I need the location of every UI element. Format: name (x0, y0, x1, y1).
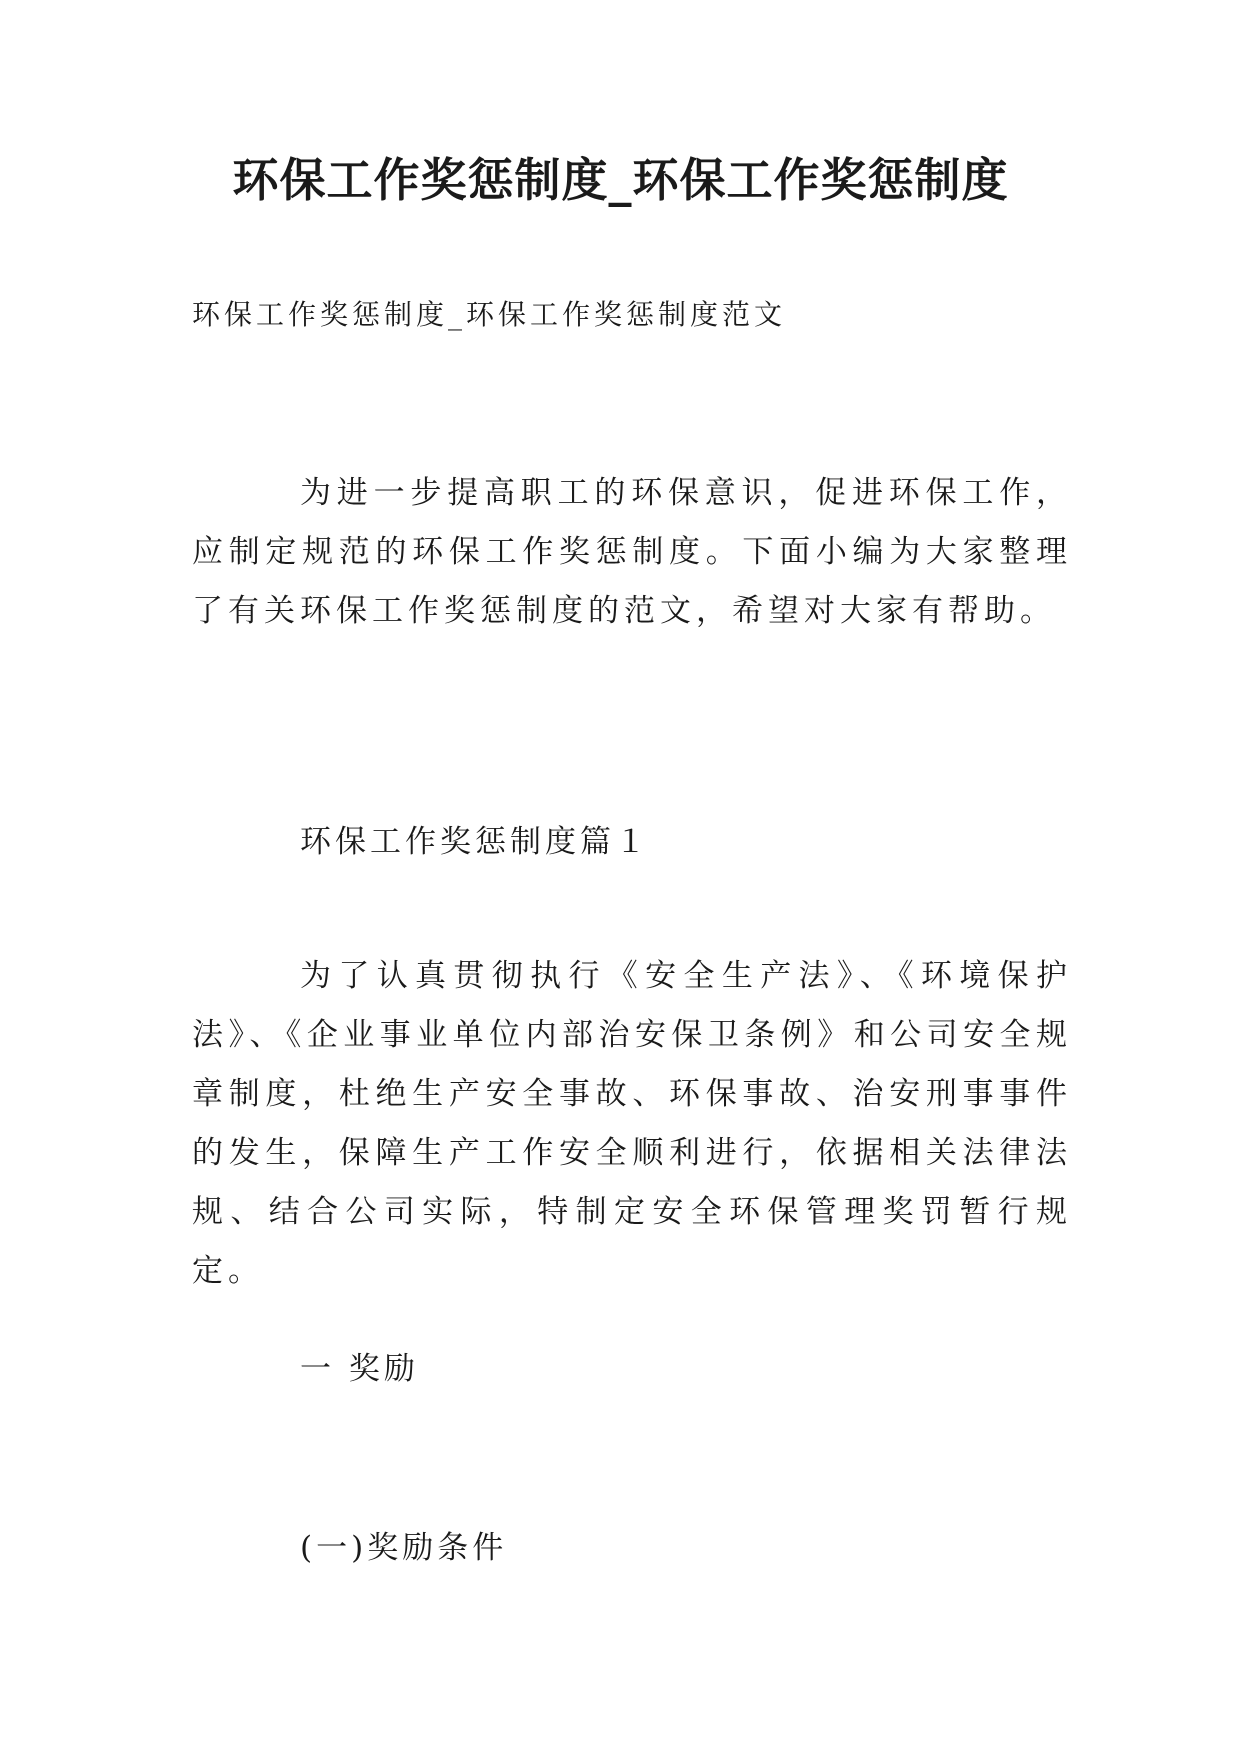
section-heading: 环保工作奖惩制度篇１ (300, 824, 650, 860)
sub-heading: (一)奖励条件 (300, 1530, 508, 1566)
part-heading: 一 奖励 (300, 1351, 419, 1387)
document-title: 环保工作奖惩制度_环保工作奖惩制度 (232, 153, 1009, 207)
section-paragraph: 为了认真贯彻执行《安全生产法》、《环境保护法》、《企业事业单位内部治安保卫条例》和公司安全规章制度，杜绝生产安全事故、环保事故、治安刑事事件的发生，保障生产工作安全顺利进行，依据相关法律法规、结合公司实际，特制定安全环保管理奖罚暂行规定。 (192, 958, 1072, 1289)
intro-paragraph: 为进一步提高职工的环保意识，促进环保工作，应制定规范的环保工作奖惩制度。下面小编为大家整理了有关环保工作奖惩制度的范文，希望对大家有帮助。 (192, 475, 1072, 629)
document-subtitle: 环保工作奖惩制度_环保工作奖惩制度范文 (192, 298, 787, 331)
